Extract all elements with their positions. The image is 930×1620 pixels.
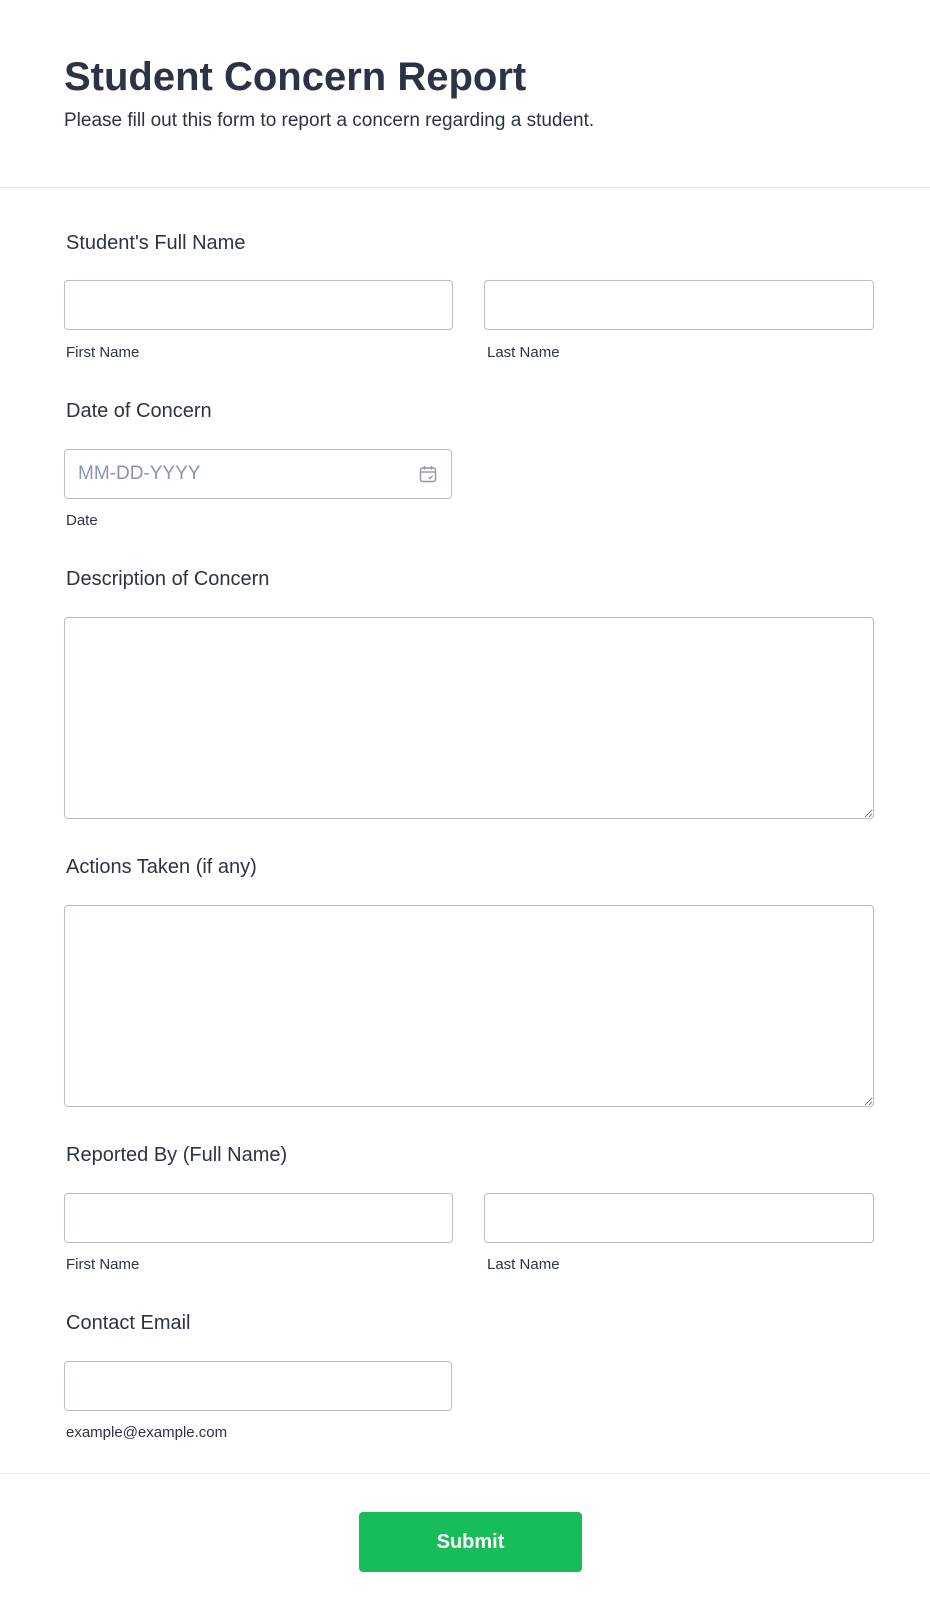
student-name-label: Student's Full Name — [66, 232, 246, 254]
form-title: Student Concern Report — [64, 55, 527, 99]
description-label: Description of Concern — [66, 568, 270, 590]
actions-taken-textarea[interactable] — [64, 905, 874, 1107]
submit-button[interactable]: Submit — [359, 1512, 582, 1572]
contact-email-input[interactable] — [64, 1361, 452, 1411]
calendar-icon[interactable] — [419, 465, 437, 483]
date-input[interactable] — [64, 449, 452, 499]
contact-email-sublabel: example@example.com — [66, 1424, 228, 1441]
description-textarea[interactable] — [64, 617, 874, 819]
student-first-name-input[interactable] — [64, 280, 453, 330]
reporter-first-name-sublabel: First Name — [66, 1256, 140, 1273]
form-subtitle: Please fill out this form to report a concern regarding a student. — [64, 110, 595, 131]
student-last-name-sublabel: Last Name — [487, 344, 560, 361]
date-sublabel: Date — [66, 512, 98, 529]
reporter-first-name-input[interactable] — [64, 1193, 453, 1243]
actions-taken-label: Actions Taken (if any) — [66, 856, 257, 878]
date-of-concern-label: Date of Concern — [66, 400, 212, 422]
reported-by-label: Reported By (Full Name) — [66, 1144, 288, 1166]
footer-divider — [0, 1473, 930, 1474]
student-last-name-input[interactable] — [484, 280, 874, 330]
reporter-last-name-input[interactable] — [484, 1193, 874, 1243]
student-first-name-sublabel: First Name — [66, 344, 140, 361]
form-header — [0, 0, 930, 188]
reporter-last-name-sublabel: Last Name — [487, 1256, 560, 1273]
contact-email-label: Contact Email — [66, 1312, 191, 1334]
